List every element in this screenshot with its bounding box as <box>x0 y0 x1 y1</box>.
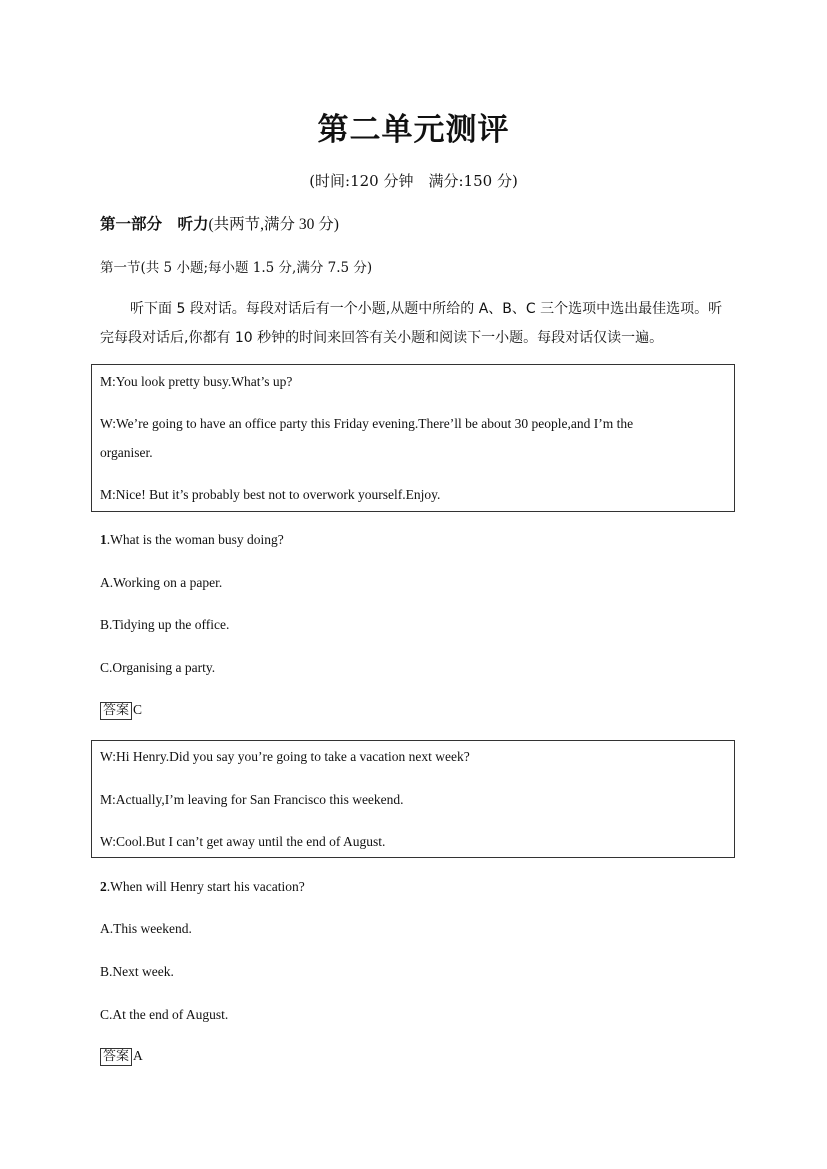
question-2-number: 2 <box>100 879 107 894</box>
answer-value: A <box>133 1048 143 1063</box>
question-1-number: 1 <box>100 532 107 547</box>
dialogue-line: organiser. <box>100 445 153 460</box>
question-1-option-a: A.Working on a paper. <box>100 575 223 590</box>
part-one-detail: (共两节,满分 30 分) <box>208 216 339 233</box>
dialogue-line: W:Cool.But I can’t get away until the end of August. <box>100 834 386 849</box>
question-1-answer <box>100 702 142 720</box>
answer-value: C <box>133 702 143 717</box>
question-2 <box>100 879 305 895</box>
dialogue-line: M:You look pretty busy.What’s up? <box>100 374 293 389</box>
part-one-label: 第一部分 听力 <box>100 215 209 233</box>
question-1-text: .What is the woman busy doing? <box>106 532 284 547</box>
question-2-option-b: B.Next week. <box>100 964 174 979</box>
question-2-answer <box>100 1048 143 1066</box>
dialogue-line: W:Hi Henry.Did you say you’re going to take a vacation next week? <box>100 749 470 764</box>
listening-instructions: 听下面 5 段对话。每段对话后有一个小题,从题中所给的 A、B、C 三个选项中选出最佳选项。听完每段对话后,你都有 10 秒钟的时间来回答有关小题和阅读下一小题。每段对话仅读一遍。 <box>100 301 723 346</box>
section-one-heading: 第一节(共 5 小题;每小题 1.5 分,满分 7.5 分) <box>100 260 373 276</box>
question-1 <box>100 532 284 548</box>
question-2-option-a: A.This weekend. <box>100 921 192 936</box>
dialogue-1-transcript-box <box>91 364 735 512</box>
answer-label: 答案 <box>100 1048 132 1066</box>
dialogue-line: W:We’re going to have an office party this Friday evening.There’ll be about 30 people,and I’m the <box>100 416 634 431</box>
page-title: 第二单元测评 <box>317 112 510 148</box>
dialogue-2-transcript-box <box>91 740 735 858</box>
question-1-option-c: C.Organising a party. <box>100 660 216 675</box>
dialogue-line: M:Actually,I’m leaving for San Francisco this weekend. <box>100 792 404 807</box>
question-2-option-c: C.At the end of August. <box>100 1007 229 1022</box>
part-one-heading <box>100 212 339 234</box>
question-1-option-b: B.Tidying up the office. <box>100 617 230 632</box>
answer-label: 答案 <box>100 702 132 720</box>
question-2-text: .When will Henry start his vacation? <box>106 879 305 894</box>
dialogue-line: M:Nice! But it’s probably best not to overwork yourself.Enjoy. <box>100 487 441 502</box>
time-and-score-info: (时间:120 分钟 满分:150 分) <box>309 172 518 190</box>
